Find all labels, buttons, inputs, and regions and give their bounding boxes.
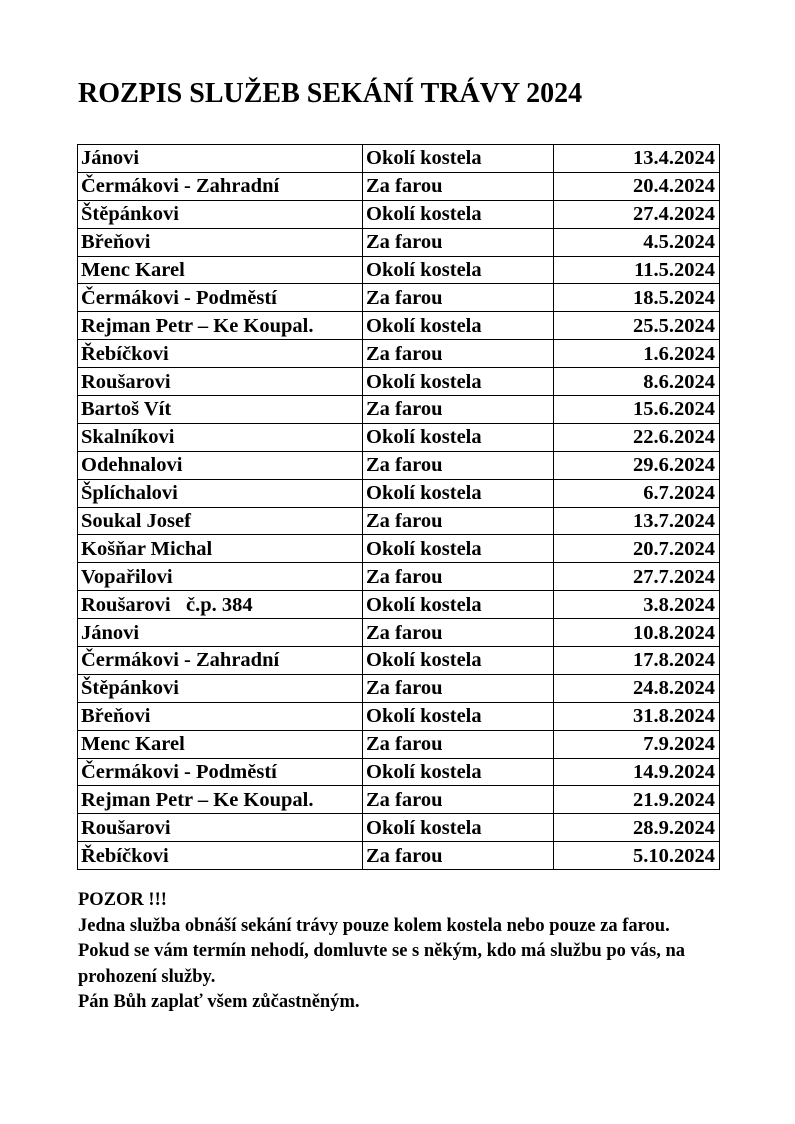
date-cell: 13.7.2024	[554, 507, 720, 535]
name-cell: Štěpánkovi	[78, 200, 363, 228]
place-cell: Okolí kostela	[363, 702, 554, 730]
name-cell: Čermákovi - Zahradní	[78, 647, 363, 675]
name-cell: Břeňovi	[78, 228, 363, 256]
place-cell: Za farou	[363, 786, 554, 814]
name-cell: Rejman Petr – Ke Koupal.	[78, 786, 363, 814]
place-cell: Okolí kostela	[363, 200, 554, 228]
name-cell: Vopařilovi	[78, 563, 363, 591]
table-row	[78, 340, 720, 368]
place-cell: Okolí kostela	[363, 814, 554, 842]
name-cell: Štěpánkovi	[78, 674, 363, 702]
date-cell: 22.6.2024	[554, 423, 720, 451]
place-cell: Za farou	[363, 396, 554, 424]
date-cell: 27.7.2024	[554, 563, 720, 591]
date-cell: 31.8.2024	[554, 702, 720, 730]
table-row	[78, 172, 720, 200]
place-cell: Okolí kostela	[363, 256, 554, 284]
date-cell: 13.4.2024	[554, 145, 720, 173]
table-row	[78, 145, 720, 173]
table-row	[78, 814, 720, 842]
date-cell: 24.8.2024	[554, 674, 720, 702]
name-cell: Roušarovi	[78, 814, 363, 842]
date-cell: 17.8.2024	[554, 647, 720, 675]
name-cell: Roušarovi	[78, 368, 363, 396]
table-row	[78, 535, 720, 563]
date-cell: 4.5.2024	[554, 228, 720, 256]
date-cell: 6.7.2024	[554, 479, 720, 507]
place-cell: Okolí kostela	[363, 479, 554, 507]
table-row	[78, 312, 720, 340]
name-cell: Košňar Michal	[78, 535, 363, 563]
place-cell: Za farou	[363, 340, 554, 368]
table-row	[78, 563, 720, 591]
date-cell: 20.7.2024	[554, 535, 720, 563]
place-cell: Okolí kostela	[363, 758, 554, 786]
name-cell: Soukal Josef	[78, 507, 363, 535]
name-cell: Čermákovi - Podměstí	[78, 284, 363, 312]
table-row	[78, 647, 720, 675]
date-cell: 7.9.2024	[554, 730, 720, 758]
date-cell: 3.8.2024	[554, 591, 720, 619]
place-cell: Okolí kostela	[363, 145, 554, 173]
date-cell: 20.4.2024	[554, 172, 720, 200]
table-row	[78, 284, 720, 312]
place-cell: Za farou	[363, 507, 554, 535]
table-row	[78, 507, 720, 535]
place-cell: Okolí kostela	[363, 423, 554, 451]
place-cell: Za farou	[363, 228, 554, 256]
name-cell: Roušarovi č.p. 384	[78, 591, 363, 619]
table-row	[78, 479, 720, 507]
date-cell: 11.5.2024	[554, 256, 720, 284]
name-cell: Řebíčkovi	[78, 842, 363, 870]
date-cell: 21.9.2024	[554, 786, 720, 814]
place-cell: Okolí kostela	[363, 591, 554, 619]
table-row	[78, 674, 720, 702]
date-cell: 5.10.2024	[554, 842, 720, 870]
table-row	[78, 730, 720, 758]
schedule-table	[77, 144, 720, 870]
name-cell: Menc Karel	[78, 730, 363, 758]
place-cell: Okolí kostela	[363, 647, 554, 675]
place-cell: Okolí kostela	[363, 368, 554, 396]
date-cell: 18.5.2024	[554, 284, 720, 312]
place-cell: Za farou	[363, 172, 554, 200]
name-cell: Řebíčkovi	[78, 340, 363, 368]
place-cell: Za farou	[363, 674, 554, 702]
name-cell: Čermákovi - Podměstí	[78, 758, 363, 786]
table-row	[78, 451, 720, 479]
name-cell: Skalníkovi	[78, 423, 363, 451]
place-cell: Okolí kostela	[363, 535, 554, 563]
table-row	[78, 758, 720, 786]
name-cell: Menc Karel	[78, 256, 363, 284]
name-cell: Šplíchalovi	[78, 479, 363, 507]
name-cell: Bartoš Vít	[78, 396, 363, 424]
place-cell: Za farou	[363, 563, 554, 591]
table-row	[78, 842, 720, 870]
name-cell: Břeňovi	[78, 702, 363, 730]
name-cell: Odehnalovi	[78, 451, 363, 479]
table-row	[78, 619, 720, 647]
date-cell: 15.6.2024	[554, 396, 720, 424]
name-cell: Jánovi	[78, 619, 363, 647]
table-row	[78, 591, 720, 619]
date-cell: 28.9.2024	[554, 814, 720, 842]
table-row	[78, 368, 720, 396]
page-title: ROZPIS SLUŽEB SEKÁNÍ TRÁVY 2024	[78, 78, 583, 109]
table-row	[78, 786, 720, 814]
table-row	[78, 423, 720, 451]
date-cell: 10.8.2024	[554, 619, 720, 647]
date-cell: 1.6.2024	[554, 340, 720, 368]
table-row	[78, 200, 720, 228]
note-line: Pán Bůh zaplať všem zůčastněným.	[78, 992, 360, 1012]
name-cell: Čermákovi - Zahradní	[78, 172, 363, 200]
place-cell: Okolí kostela	[363, 312, 554, 340]
date-cell: 14.9.2024	[554, 758, 720, 786]
schedule-body	[78, 145, 720, 870]
table-row	[78, 256, 720, 284]
date-cell: 29.6.2024	[554, 451, 720, 479]
table-row	[78, 702, 720, 730]
warning-heading: POZOR !!!	[78, 890, 167, 910]
place-cell: Za farou	[363, 730, 554, 758]
note-line: Jedna služba obnáší sekání trávy pouze kolem kostela nebo pouze za farou.	[78, 915, 670, 936]
note-line: Pokud se vám termín nehodí, domluvte se s někým, kdo má službu po vás, na prohození služby.	[78, 941, 685, 987]
place-cell: Za farou	[363, 842, 554, 870]
name-cell: Rejman Petr – Ke Koupal.	[78, 312, 363, 340]
date-cell: 8.6.2024	[554, 368, 720, 396]
place-cell: Za farou	[363, 451, 554, 479]
place-cell: Za farou	[363, 284, 554, 312]
place-cell: Za farou	[363, 619, 554, 647]
date-cell: 25.5.2024	[554, 312, 720, 340]
table-row	[78, 396, 720, 424]
table-row	[78, 228, 720, 256]
name-cell: Jánovi	[78, 145, 363, 173]
date-cell: 27.4.2024	[554, 200, 720, 228]
notes-section	[78, 888, 728, 1016]
